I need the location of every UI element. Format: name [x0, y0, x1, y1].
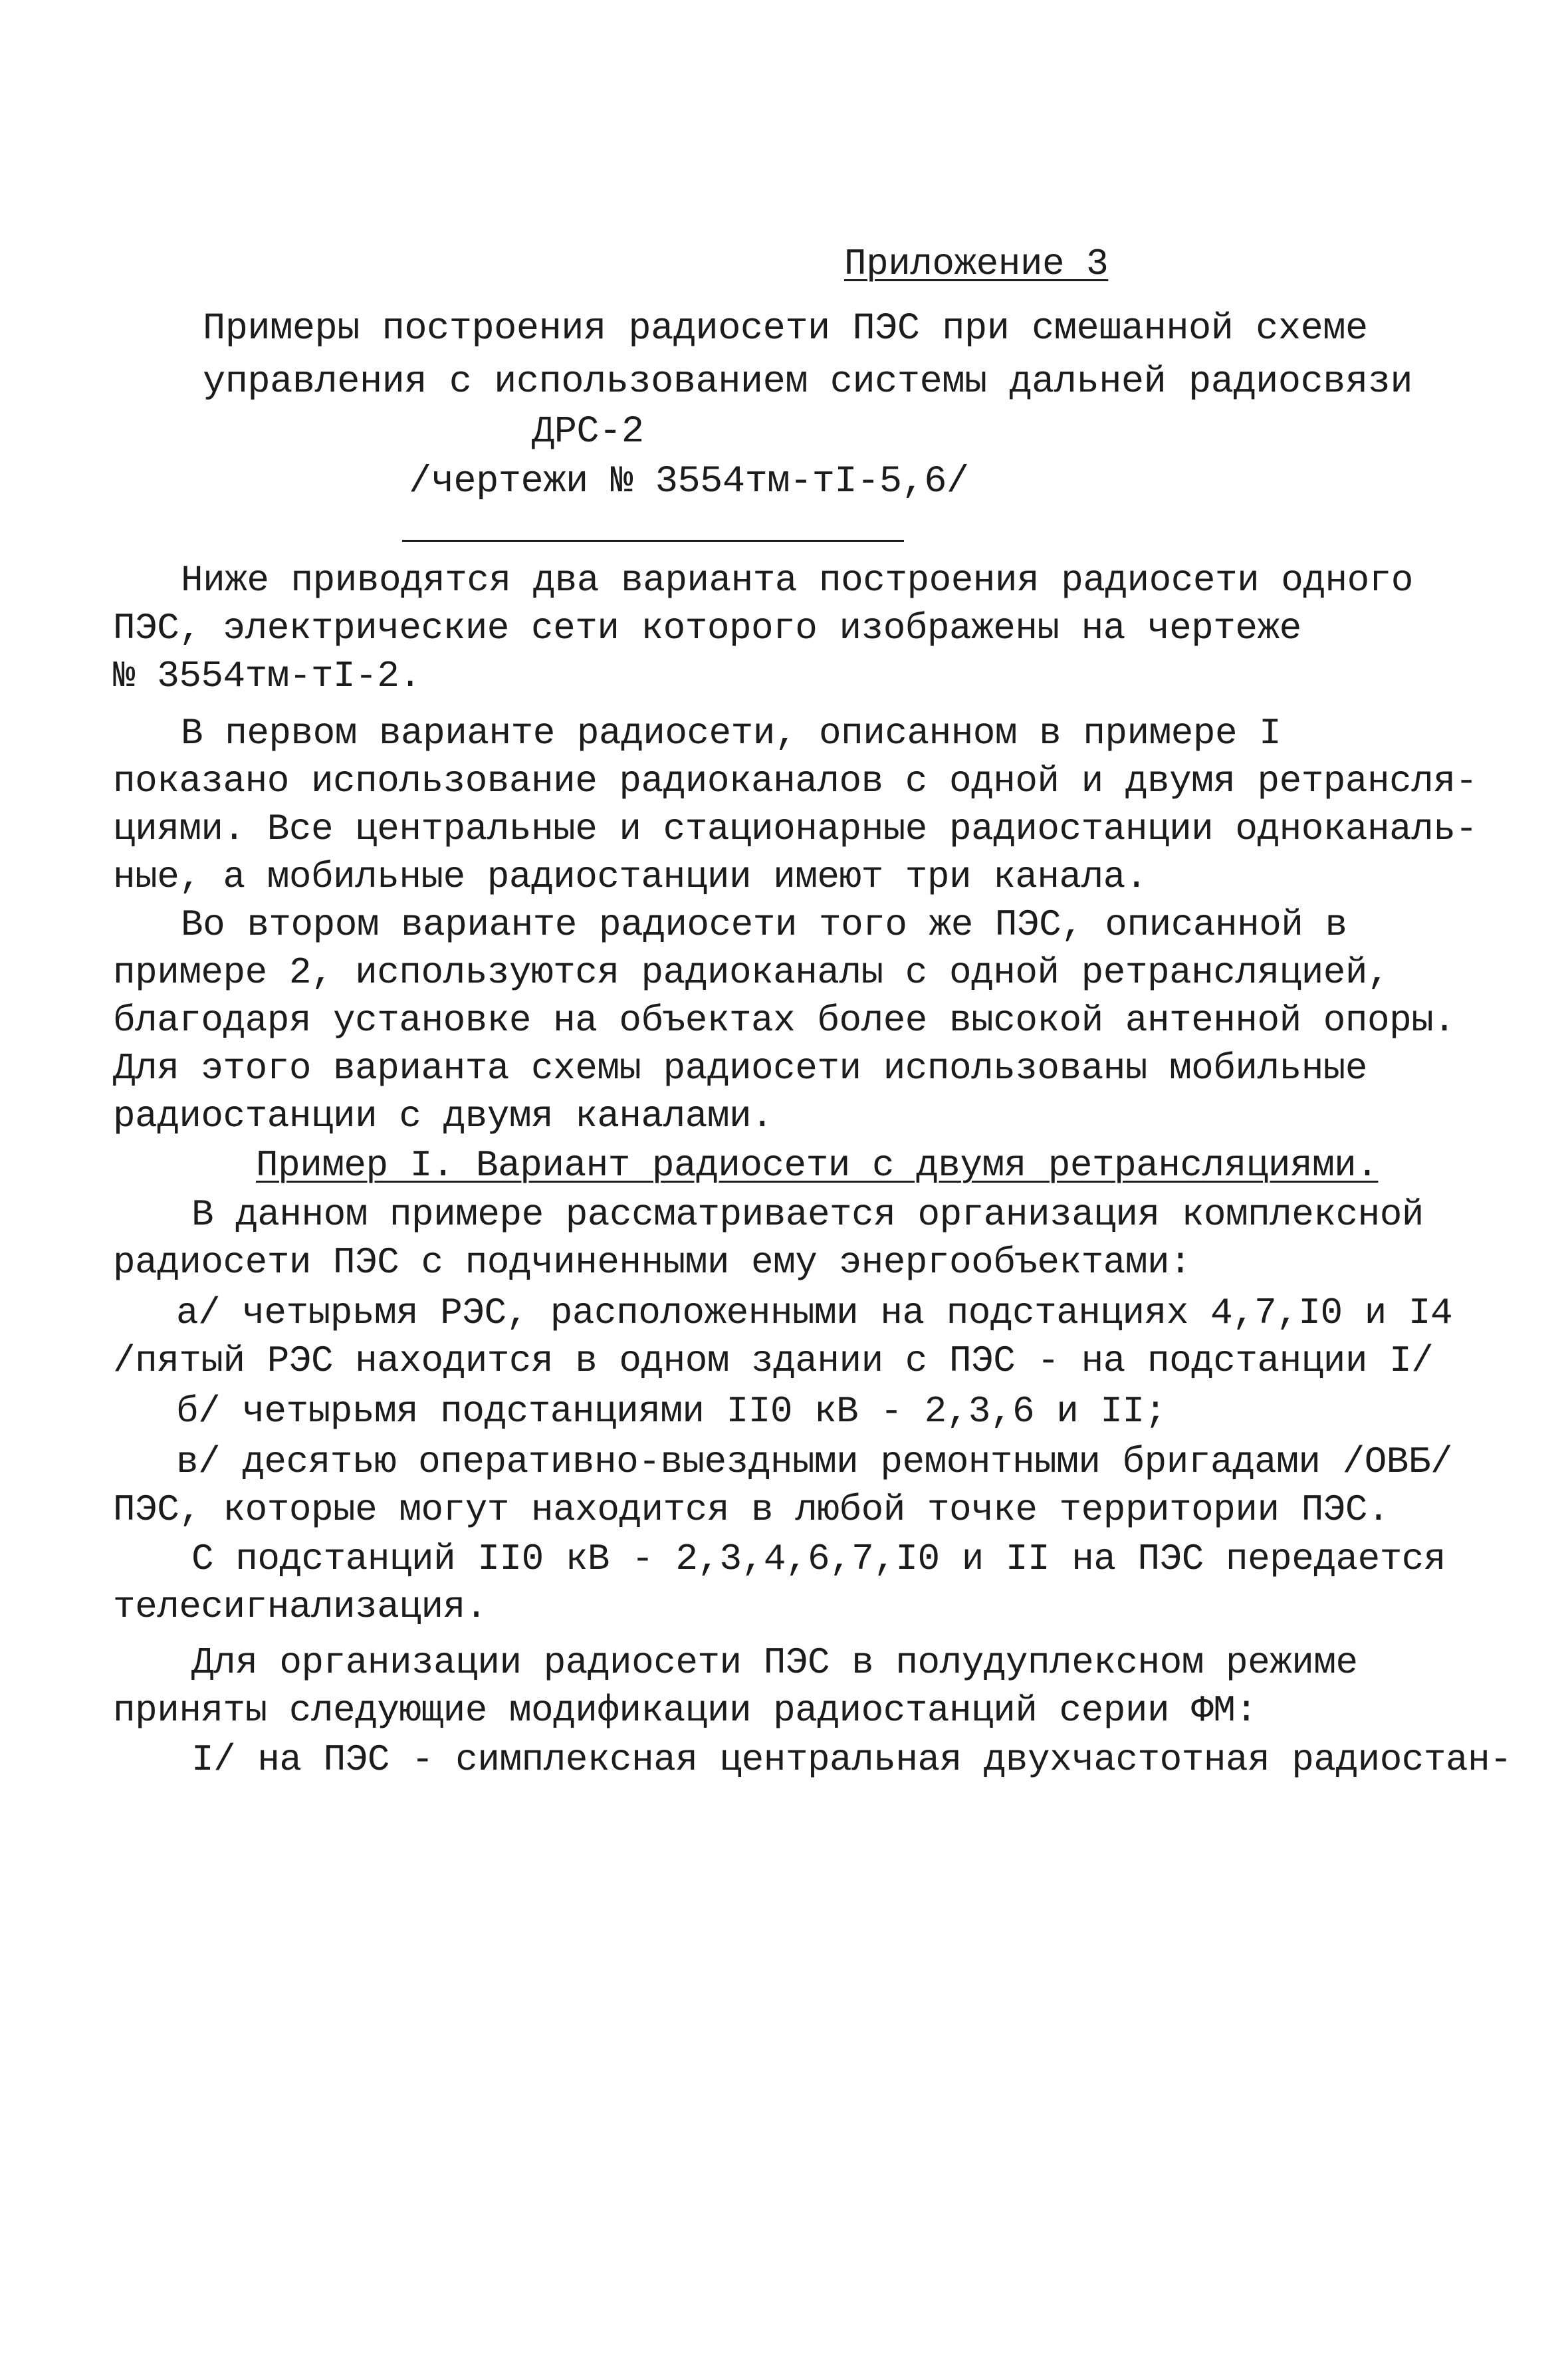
title-line-3: ДРС-2 [532, 411, 644, 453]
example-one-line-9: телесигнализация. [113, 1586, 487, 1628]
example-one-line-1: В данном примере рассматривается организация комплексной [191, 1193, 1424, 1236]
variant-two-line-2: примере 2, используются радиоканалы с одной ретрансляцией, [113, 951, 1390, 994]
example-one-line-4: /пятый РЭС находится в одном здании с ПЭС - на подстанции I/ [113, 1340, 1434, 1382]
title-divider [402, 540, 904, 542]
example-one-line-6: в/ десятью оперативно-выездными ремонтными бригадами /ОВБ/ [176, 1441, 1453, 1483]
example-one-line-12: I/ на ПЭС - симплексная центральная двухчастотная радиостан- [191, 1738, 1512, 1781]
variant-one-line-1: В первом варианте радиосети, описанном в примере I [181, 712, 1282, 755]
example-one-line-11: приняты следующие модификации радиостанций серии ФМ: [113, 1689, 1258, 1732]
variant-two-line-5: радиостанции с двумя каналами. [113, 1095, 774, 1137]
example-one-line-7: ПЭС, которые могут находится в любой точке территории ПЭС. [113, 1488, 1390, 1531]
example-one-line-2: радиосети ПЭС с подчиненными ему энергообъектами: [113, 1241, 1192, 1284]
title-line-4: /чертежи № 3554тм-тI-5,6/ [409, 461, 969, 503]
variant-one-line-2: показано использование радиоканалов с одной и двумя ретрансля- [113, 760, 1478, 802]
example-one-line-3: а/ четырьмя РЭС, расположенными на подстанциях 4,7,I0 и I4 [176, 1292, 1453, 1334]
example-one-line-8: С подстанций II0 кВ - 2,3,4,6,7,I0 и II на ПЭС передается [191, 1538, 1446, 1580]
intro-line-3: № 3554тм-тI-2. [113, 655, 421, 697]
variant-two-line-4: Для этого варианта схемы радиосети использованы мобильные [113, 1047, 1368, 1090]
variant-two-line-3: благодаря установке на объектах более высокой антенной опоры. [113, 999, 1456, 1042]
variant-one-line-3: циями. Все центральные и стационарные радиостанции одноканаль- [113, 808, 1478, 850]
example-one-line-10: Для организации радиосети ПЭС в полудуплексном режиме [191, 1641, 1358, 1684]
intro-line-1: Ниже приводятся два варианта построения радиосети одного [181, 559, 1413, 602]
example-one-line-5: б/ четырьмя подстанциями II0 кВ - 2,3,6 и II; [176, 1390, 1167, 1433]
variant-two-line-1: Во втором варианте радиосети того же ПЭС, описанной в [181, 903, 1347, 946]
appendix-label: Приложение 3 [844, 243, 1109, 285]
example-one-heading: Пример I. Вариант радиосети с двумя ретрансляциями. [256, 1144, 1379, 1187]
title-line-1: Примеры построения радиосети ПЭС при смешанной схеме [203, 308, 1368, 350]
variant-one-line-4: ные, а мобильные радиостанции имеют три канала. [113, 856, 1147, 898]
intro-line-2: ПЭС, электрические сети которого изображены на чертеже [113, 607, 1301, 650]
title-line-2: управления с использованием системы дальней радиосвязи [203, 361, 1413, 404]
